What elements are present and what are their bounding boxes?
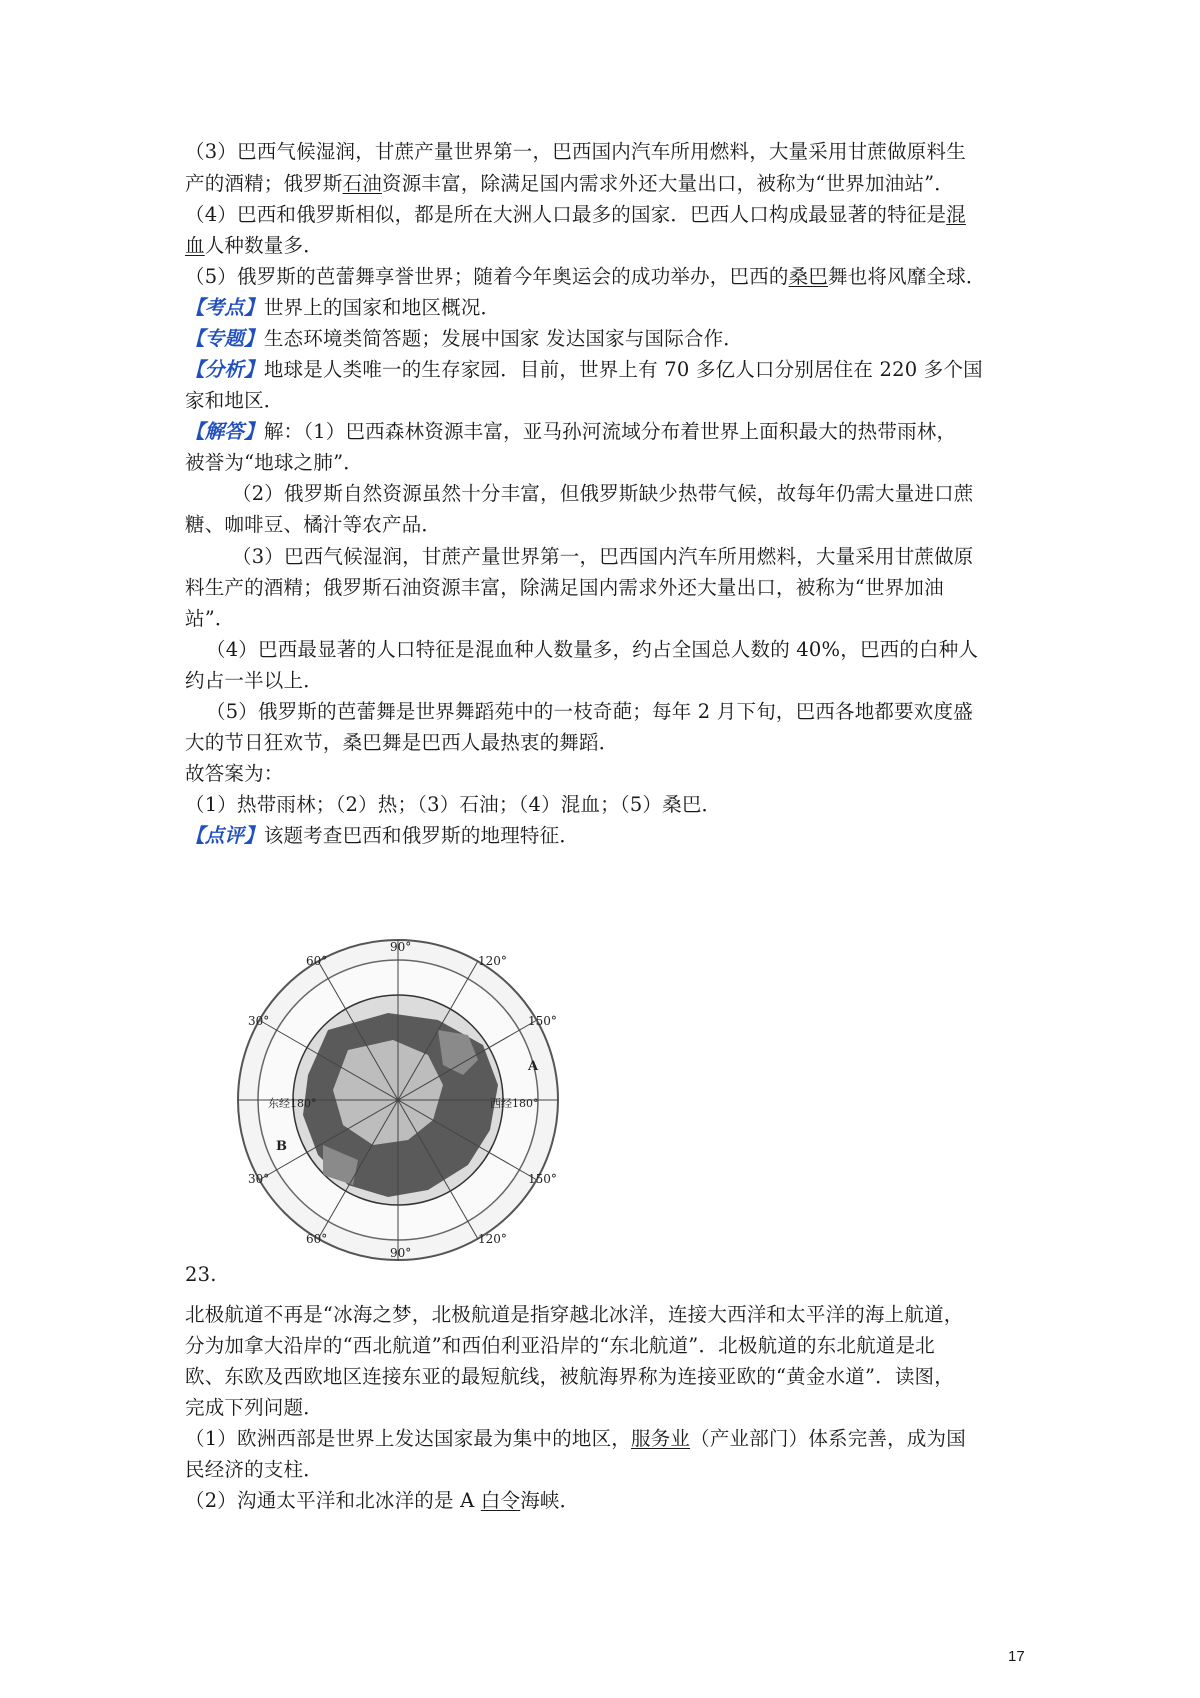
text-line: 故答案为：	[185, 762, 284, 785]
dianping-line: 【点评】该题考查巴西和俄罗斯的地理特征．	[185, 824, 580, 847]
page-number: 17	[1008, 1648, 1025, 1665]
answer-blank: 血	[185, 234, 205, 257]
arctic-polar-map	[228, 935, 568, 1265]
label-90-top: 90°	[390, 940, 412, 954]
text-line: 糖、咖啡豆、橘汁等农产品．	[185, 513, 442, 536]
label-a: A	[528, 1059, 539, 1074]
text-line: （4）巴西最显著的人口特征是混血种人数量多，约占全国总人数的 40%，巴西的白种人	[206, 638, 979, 661]
text-line: 产的酒精；俄罗斯石油资源丰富，除满足国内需求外还大量出口，被称为“世界加油站”．	[185, 172, 954, 195]
text-line: （3）巴西气候湿润，甘蔗产量世界第一，巴西国内汽车所用燃料，大量采用甘蔗做原料生	[185, 140, 966, 163]
answer-list: （1）热带雨林；（2）热；（3）石油；（4）混血；（5）桑巴．	[185, 793, 722, 816]
label-90-bottom: 90°	[390, 1246, 412, 1260]
label-150-s: 150°	[528, 1172, 557, 1186]
label-30-n: 30°	[248, 1014, 270, 1028]
answer-blank: 桑巴	[788, 265, 829, 288]
label-60-s: 60°	[306, 1232, 328, 1246]
question-text: 分为加拿大沿岸的“西北航道”和西伯利亚沿岸的“东北航道”．北极航道的东北航道是北	[185, 1334, 935, 1357]
label-30-s: 30°	[248, 1172, 270, 1186]
text-line: （2）俄罗斯自然资源虽然十分丰富，但俄罗斯缺少热带气候，故每年仍需大量进口蔗	[232, 482, 974, 505]
dianping-tag: 【点评】	[185, 824, 264, 847]
zhuanti-line: 【专题】生态环境类简答题；发展中国家 发达国家与国际合作．	[185, 327, 744, 350]
kaodian-line: 【考点】世界上的国家和地区概况．	[185, 296, 501, 319]
text-line: 血人种数量多．	[185, 234, 323, 257]
text-line: 约占一半以上．	[185, 669, 323, 692]
label-120-n: 120°	[478, 954, 507, 968]
sub-question: （2）沟通太平洋和北冰洋的是 A 白令海峡．	[185, 1489, 580, 1512]
answer-blank: 服务业	[631, 1427, 691, 1450]
answer-blank: 石油	[342, 172, 383, 195]
jieda-line: 【解答】解：（1）巴西森林资源丰富，亚马孙河流域分布着世界上面积最大的热带雨林，	[185, 420, 957, 443]
question-number: 23.	[185, 1263, 217, 1286]
zhuanti-tag: 【专题】	[185, 327, 264, 350]
sub-question: （1）欧洲西部是世界上发达国家最为集中的地区，服务业（产业部门）体系完善，成为国	[185, 1427, 966, 1450]
answer-blank: 白令	[480, 1489, 521, 1512]
label-150-n: 150°	[528, 1014, 557, 1028]
text-line: 大的节日狂欢节，桑巴舞是巴西人最热衷的舞蹈．	[185, 731, 619, 754]
text-line: （3）巴西气候湿润，甘蔗产量世界第一，巴西国内汽车所用燃料，大量采用甘蔗做原	[232, 545, 974, 568]
text-line: 料生产的酒精；俄罗斯石油资源丰富，除满足国内需求外还大量出口，被称为“世界加油	[185, 576, 944, 599]
text-line: 被誉为“地球之肺”．	[185, 451, 363, 474]
label-b: B	[276, 1139, 287, 1154]
question-text: 完成下列问题．	[185, 1396, 323, 1419]
text-line: （4）巴西和俄罗斯相似，都是所在大洲人口最多的国家．巴西人口构成最显著的特征是混	[185, 203, 966, 226]
text-line: 家和地区．	[185, 389, 284, 412]
question-text: 北极航道不再是“冰海之梦，北极航道是指穿越北冰洋，连接大西洋和太平洋的海上航道，	[185, 1303, 964, 1326]
question-text: 欧、东欧及西欧地区连接东亚的最短航线，被航海界称为连接亚欧的“黄金水道”．读图，	[185, 1365, 954, 1388]
label-60-n: 60°	[306, 954, 328, 968]
fenxi-line: 【分析】地球是人类唯一的生存家园．目前，世界上有 70 多亿人口分别居住在 220 多个国	[185, 358, 983, 381]
jieda-tag: 【解答】	[185, 420, 264, 443]
text-line: （5）俄罗斯的芭蕾舞是世界舞蹈苑中的一枝奇葩；每年 2 月下旬，巴西各地都要欢度盛	[206, 700, 973, 723]
text-line: （5）俄罗斯的芭蕾舞享誉世界；随着今年奥运会的成功举办，巴西的桑巴舞也将风靡全球．	[185, 265, 986, 288]
answer-blank: 混	[946, 203, 966, 226]
fenxi-tag: 【分析】	[185, 358, 264, 381]
kaodian-tag: 【考点】	[185, 296, 264, 319]
label-east-180: 东经180°	[268, 1097, 317, 1110]
label-120-s: 120°	[478, 1232, 507, 1246]
label-west-180: 西经180°	[490, 1097, 539, 1110]
text-line: 站”．	[185, 607, 235, 630]
text-line: 民经济的支柱．	[185, 1458, 323, 1481]
